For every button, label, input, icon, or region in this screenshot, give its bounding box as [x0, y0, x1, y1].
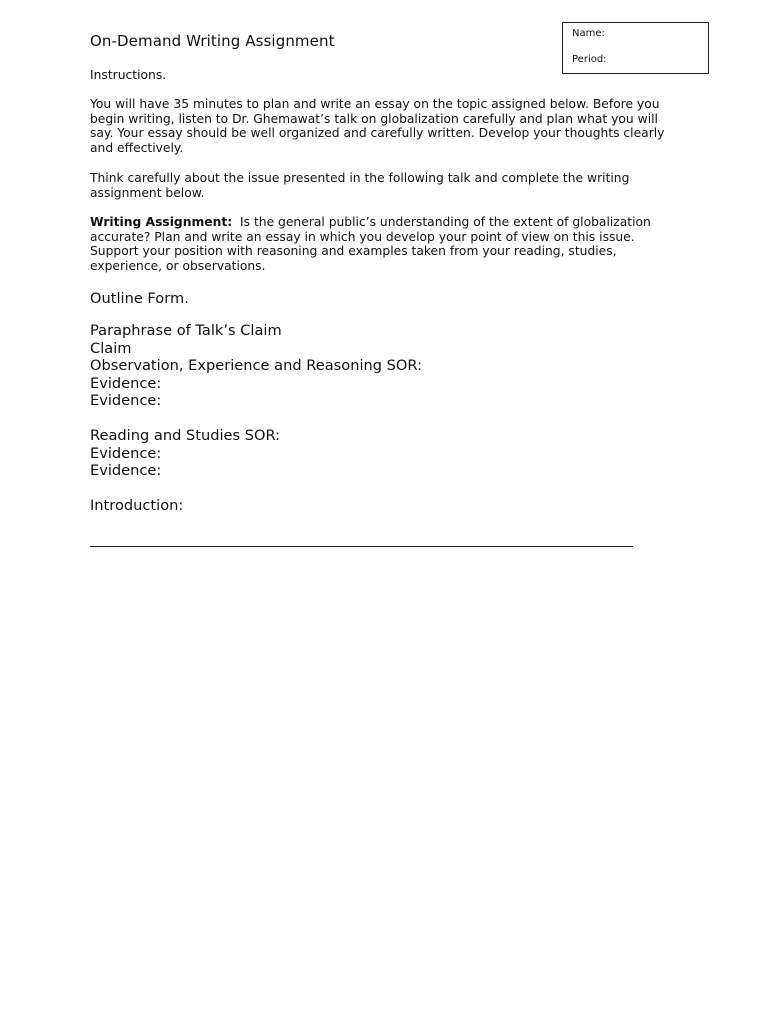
paragraph-line	[90, 215, 680, 230]
introduction-label: Introduction:	[90, 497, 184, 514]
paragraph-line: begin writing, listen to Dr. Ghemawat’s talk on globalization carefully and plan what you will	[90, 111, 658, 126]
outline-group-2	[90, 427, 280, 480]
outline-item: Evidence:	[90, 392, 162, 409]
paragraph-line: experience, or observations.	[90, 259, 266, 274]
document-title: On-Demand Writing Assignment	[90, 32, 335, 50]
paragraph-line: say. Your essay should be well organized and carefully written. Develop your thoughts clearly	[90, 126, 665, 141]
name-period-box	[562, 22, 709, 74]
instructions-heading: Instructions.	[90, 68, 167, 82]
outline-group-1	[90, 322, 422, 410]
outline-item: Reading and Studies SOR:	[90, 427, 281, 444]
paragraph-line: and effectively.	[90, 141, 184, 156]
period-label: Period:	[572, 54, 607, 65]
writing-assignment-paragraph	[90, 215, 680, 274]
outline-item: Evidence:	[90, 462, 162, 479]
name-label: Name:	[572, 28, 605, 39]
paragraph-line: Support your position with reasoning and examples taken from your reading, studies,	[90, 244, 617, 259]
writing-line	[90, 546, 633, 547]
instructions-paragraph-1	[90, 97, 680, 156]
paragraph-line: assignment below.	[90, 185, 205, 200]
instructions-paragraph-2	[90, 171, 680, 200]
outline-item: Paraphrase of Talk’s Claim	[90, 322, 282, 339]
paragraph-line: You will have 35 minutes to plan and write an essay on the topic assigned below. Before you	[90, 97, 660, 111]
paragraph-line: accurate? Plan and write an essay in which you develop your point of view on this issue.	[90, 229, 635, 244]
assignment-text: Is the general public’s understanding of the extent of globalization	[232, 215, 651, 229]
outline-item: Evidence:	[90, 374, 162, 392]
writing-assignment-label: Writing Assignment:	[90, 215, 233, 229]
paragraph-line: Think carefully about the issue presented in the following talk and complete the writing	[90, 171, 630, 185]
outline-item: Evidence:	[90, 444, 162, 462]
outline-item: Claim	[90, 339, 132, 357]
outline-item: Observation, Experience and Reasoning SOR:	[90, 357, 423, 374]
outline-heading: Outline Form.	[90, 290, 189, 307]
